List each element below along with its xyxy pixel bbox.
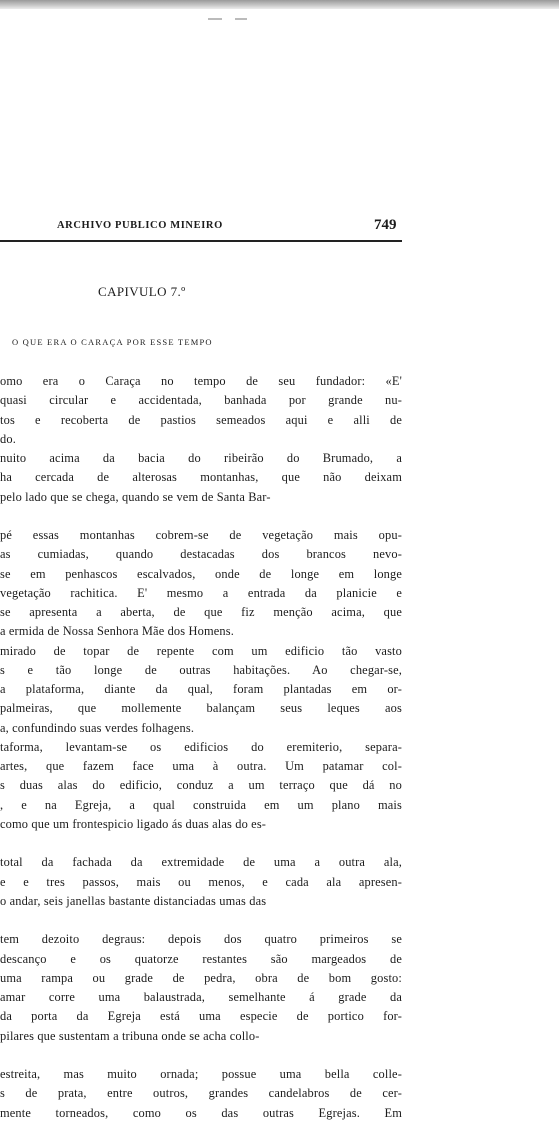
text-line: as cumiadas, quando destacadas dos brancos nevo- xyxy=(0,547,402,562)
paragraph-gap xyxy=(0,911,402,930)
scan-edge-shadow xyxy=(0,0,559,9)
text-line: a plataforma, diante da qual, foram plantadas em or- xyxy=(0,682,402,696)
text-line: amar corre uma balaustrada, semelhante á grade da xyxy=(0,990,402,1004)
paragraph-gap xyxy=(0,507,402,526)
paragraph-gap xyxy=(0,1046,402,1065)
text-line: pelo lado que se chega, quando se vem de Santa Bar- xyxy=(0,489,271,504)
text-line: s duas alas do edificio, conduz a um terraço que dá no xyxy=(0,778,402,793)
text-line: se em penhascos escalvados, onde de longe em longe xyxy=(0,566,402,581)
text-line: omo era o Caraça no tempo de seu fundador: «E' xyxy=(0,374,402,388)
scan-mark xyxy=(235,18,247,20)
header-rule xyxy=(0,240,402,242)
paragraph-gap xyxy=(0,834,402,853)
text-line: s e tão longe de outras habitações. Ao chegar-se, xyxy=(0,662,402,677)
text-line: mirado de topar de repente com um edificio tão vasto xyxy=(0,643,402,658)
chapter-title: CAPIVULO 7.º xyxy=(98,284,186,299)
text-line: ha cercada de alterosas montanhas, que não deixam xyxy=(0,470,402,485)
text-line: pé essas montanhas cobrem-se de vegetação mais opu- xyxy=(0,528,402,542)
text-line: estreita, mas muito ornada; possue uma bella colle- xyxy=(0,1067,402,1081)
running-header xyxy=(0,214,402,244)
chapter-subtitle: O QUE ERA O CARAÇA POR ESSE TEMPO xyxy=(12,337,213,347)
text-line: do. xyxy=(0,431,16,446)
body-text xyxy=(0,372,402,1123)
text-line: como que um frontespicio ligado ás duas alas do es- xyxy=(0,816,267,831)
text-line: e e tres passos, mais ou menos, e cada ala apresen- xyxy=(0,874,402,889)
running-title: ARCHIVO PUBLICO MINEIRO xyxy=(57,220,223,231)
text-line: descanço e os quatorze restantes são margeados de xyxy=(0,951,402,966)
scan-mark xyxy=(208,18,222,20)
text-line: a, confundindo suas verdes folhagens. xyxy=(0,720,195,735)
text-line: s de prata, entre outros, grandes candelabros de cer- xyxy=(0,1086,402,1101)
text-line: a ermida de Nossa Senhora Mãe dos Homens. xyxy=(0,624,234,639)
text-line: pilares que sustentam a tribuna onde se acha collo- xyxy=(0,1028,260,1043)
text-line: , e na Egreja, a qual construida em um plano mais xyxy=(0,797,402,812)
text-line: o andar, seis janellas bastante distanciadas umas das xyxy=(0,893,267,908)
text-line: artes, que fazem face uma à outra. Um patamar col- xyxy=(0,759,402,773)
text-line: quasi circular e accidentada, banhada por grande nu- xyxy=(0,393,402,408)
text-line: se apresenta a aberta, de que fiz menção acima, que xyxy=(0,605,402,619)
text-line: tem dezoito degraus: depois dos quatro primeiros se xyxy=(0,932,402,947)
text-line: tos e recoberta de pastios semeados aqui e alli de xyxy=(0,412,402,427)
text-line: mente torneados, como os das outras Egrejas. Em xyxy=(0,1105,402,1120)
text-line: taforma, levantam-se os edificios do eremiterio, separa- xyxy=(0,739,402,754)
text-line: uma rampa ou grade de pedra, obra de bom gosto: xyxy=(0,970,402,985)
text-line: total da fachada da extremidade de uma a outra ala, xyxy=(0,855,402,870)
text-line: da porta da Egreja está uma especie de portico for- xyxy=(0,1009,402,1024)
text-line: palmeiras, que mollemente balançam seus leques aos xyxy=(0,701,402,716)
text-line: nuito acima da bacia do ribeirão do Brumado, a xyxy=(0,451,402,465)
text-line: vegetação rachitica. E' mesmo a entrada da planicie e xyxy=(0,585,402,600)
page-number: 749 xyxy=(374,217,397,233)
